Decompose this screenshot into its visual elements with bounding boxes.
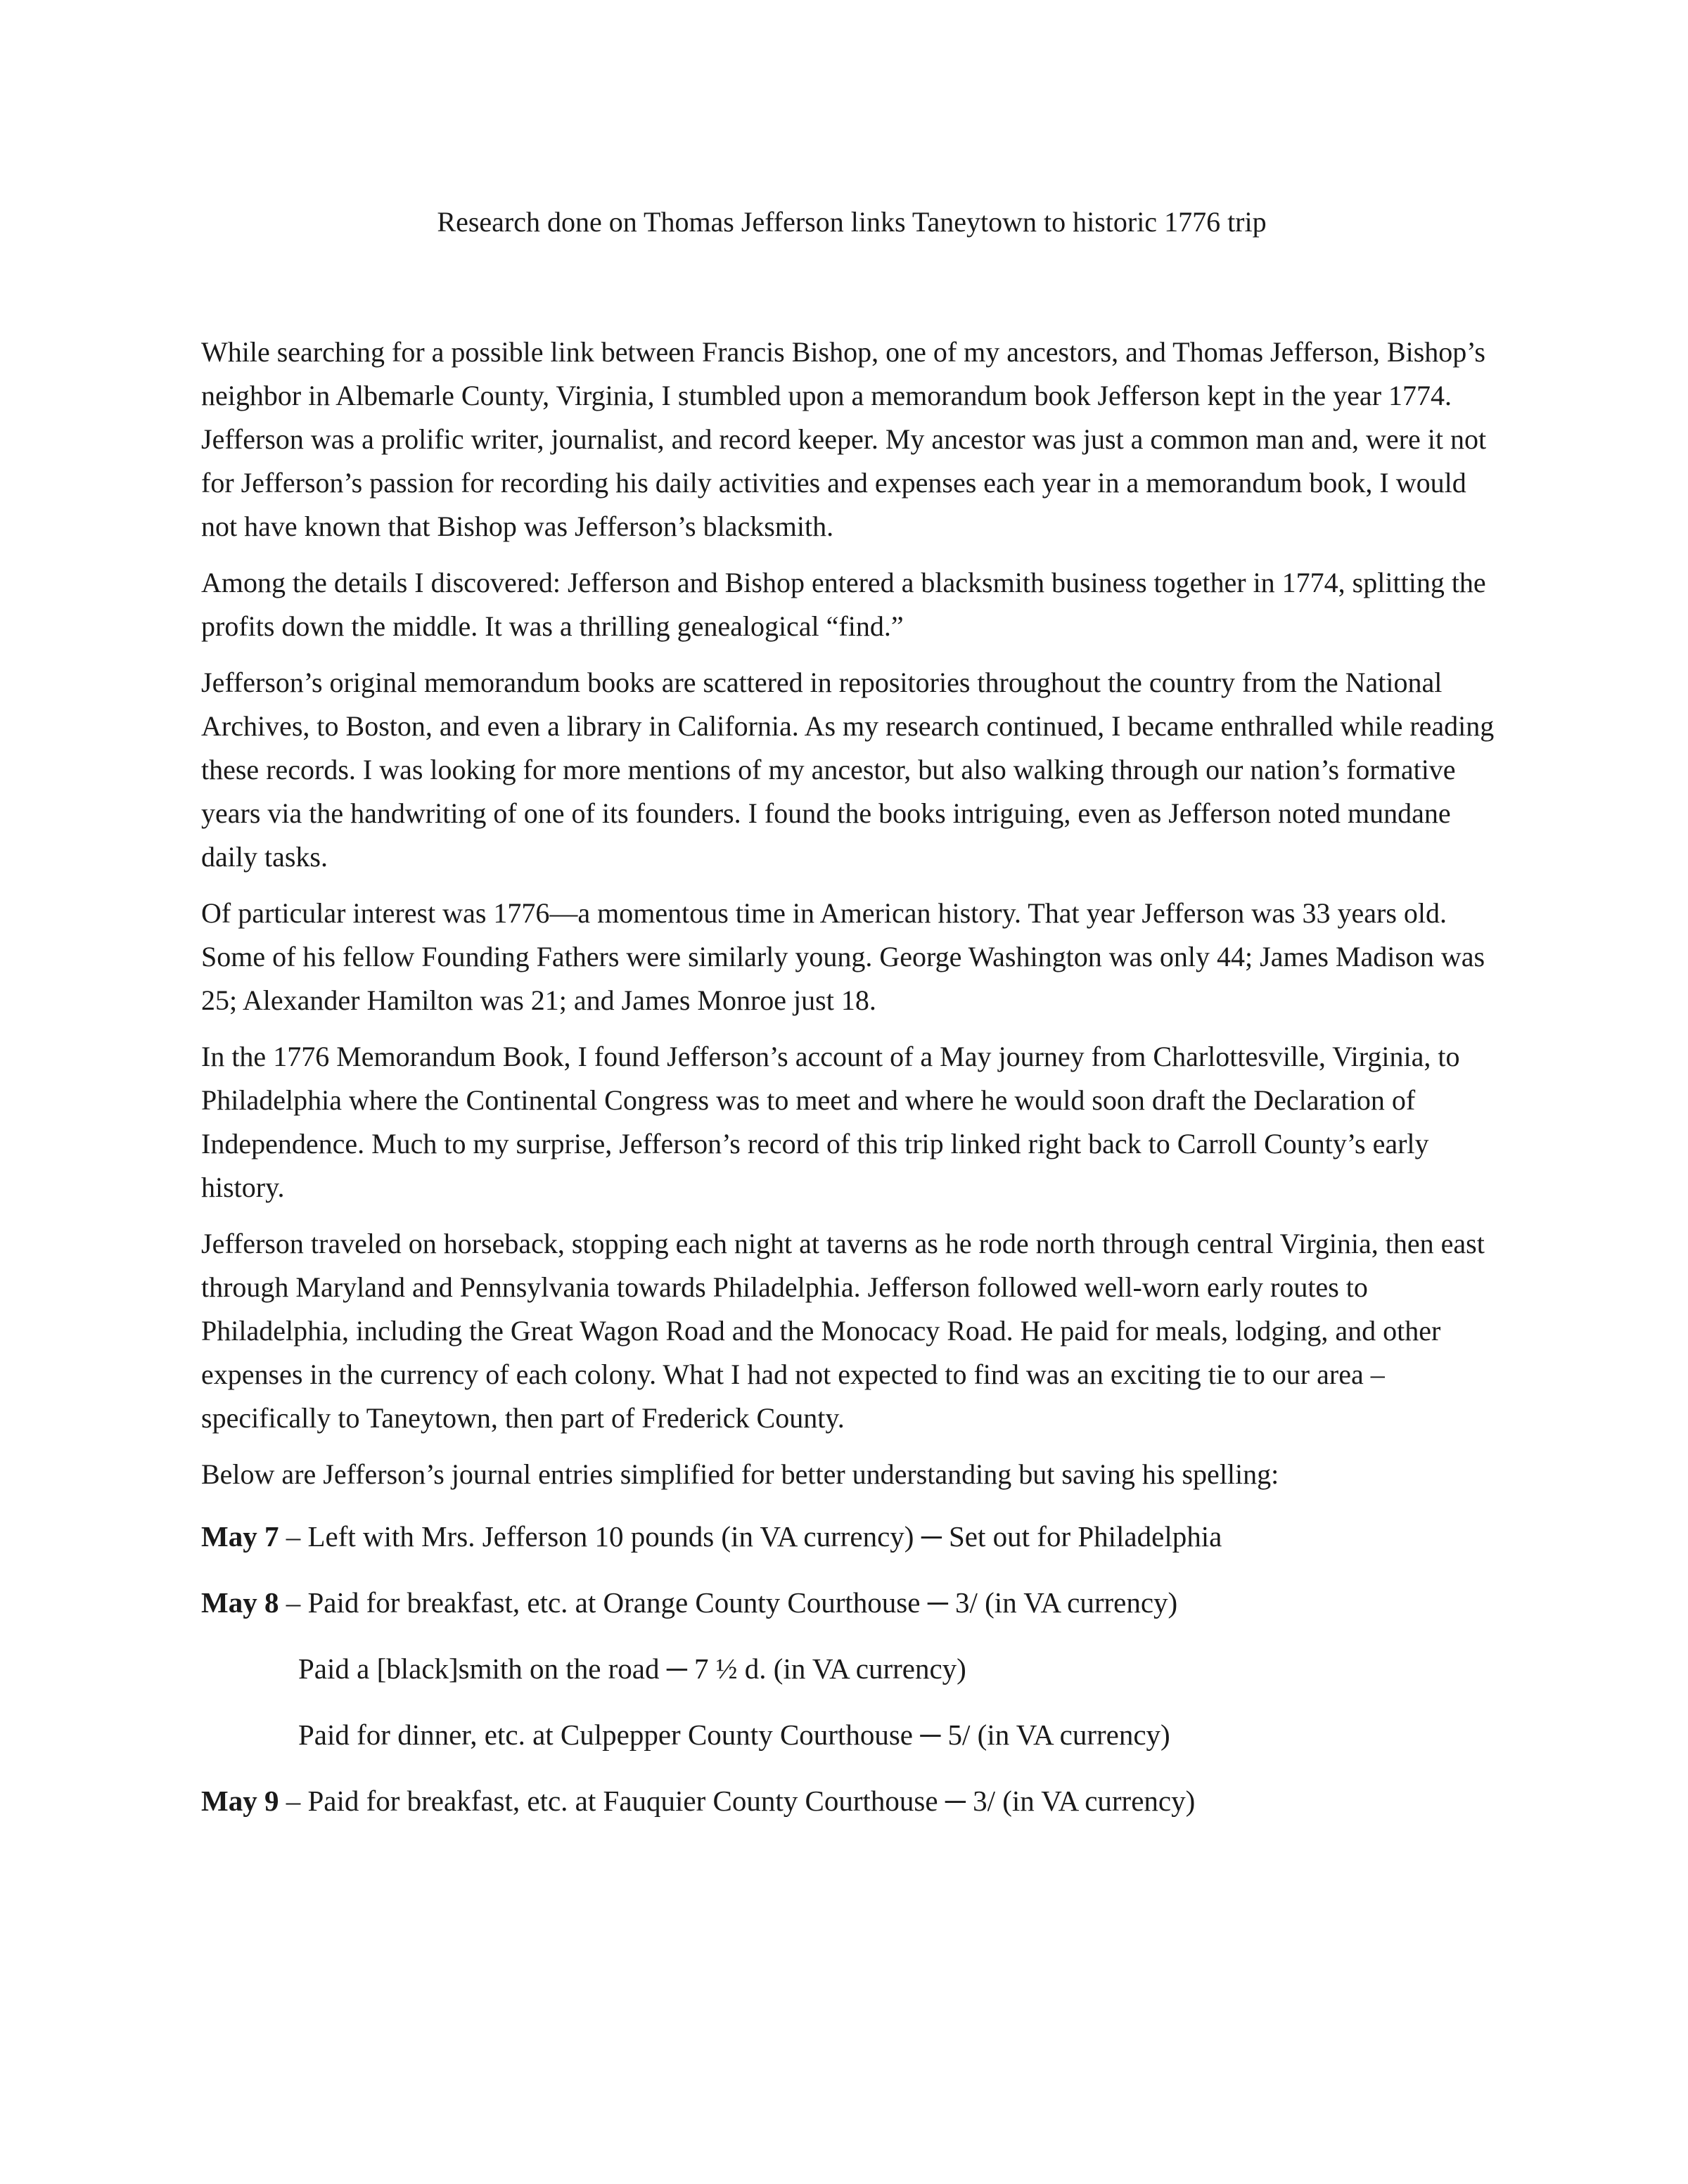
- entry-text: – Paid for breakfast, etc. at Fauquier County Courthouse ─ 3/ (in VA currency): [279, 1785, 1196, 1817]
- paragraph-1776: Of particular interest was 1776—a momentous time in American history. That year Jefferson was 33 years old. Some of his fellow Founding Fathers were similarly young. George Washington was only 44; James Madison was 25; Alexander Hamilton was 21; and James Monroe just 18.: [201, 897, 1485, 1016]
- paragraph-entries-intro: Below are Jefferson’s journal entries simplified for better understanding but saving his spelling:: [201, 1458, 1279, 1490]
- paragraph-journey: In the 1776 Memorandum Book, I found Jefferson’s account of a May journey from Charlottesville, Virginia, to Philadelphia where the Continental Congress was to meet and where he would soon draft the Declaration of Independence. Much to my surprise, Jefferson’s record of this trip linked right back to Carroll County’s early history.: [201, 1041, 1460, 1203]
- journal-entry-may-9: [201, 1779, 1502, 1823]
- paragraph-intro: While searching for a possible link between Francis Bishop, one of my ancestors, and Thomas Jefferson, Bishop’s neighbor in Albemarle County, Virginia, I stumbled upon a memorandum book Jefferson kept in the year 1774. Jefferson was a prolific writer, journalist, and record keeper. My ancestor was just a common man and, were it not for Jefferson’s passion for recording his daily activities and expenses each year in a memorandum book, I would not have known that Bishop was Jefferson’s blacksmith.: [201, 336, 1487, 542]
- entry-text: – Left with Mrs. Jefferson 10 pounds (in VA currency) ─ Set out for Philadelphia: [279, 1520, 1222, 1553]
- entry-date: May 7: [201, 1520, 279, 1553]
- paragraph-discovery: Among the details I discovered: Jefferson and Bishop entered a blacksmith business together in 1774, splitting the profits down the middle. It was a thrilling genealogical “find.”: [201, 567, 1486, 642]
- entry-text: – Paid for breakfast, etc. at Orange County Courthouse ─ 3/ (in VA currency): [279, 1586, 1178, 1619]
- journal-entry-may-8: [201, 1581, 1502, 1624]
- journal-sub-entry-blacksmith: Paid a [black]smith on the road ─ 7 ½ d. (in VA currency): [298, 1652, 966, 1685]
- journal-sub-entry-dinner: Paid for dinner, etc. at Culpepper County Courthouse ─ 5/ (in VA currency): [298, 1719, 1170, 1751]
- entry-date: May 9: [201, 1785, 279, 1817]
- paragraph-memorandum-books: Jefferson’s original memorandum books are scattered in repositories throughout the country from the National Archives, to Boston, and even a library in California. As my research continued, I became enthralled while reading these records. I was looking for more mentions of my ancestor, but also walking through our nation’s formative years via the handwriting of one of its founders. I found the books intriguing, even as Jefferson noted mundane daily tasks.: [201, 667, 1495, 873]
- document-title: Research done on Thomas Jefferson links Taneytown to historic 1776 trip: [437, 206, 1267, 238]
- paragraph-route: Jefferson traveled on horseback, stopping each night at taverns as he rode north through central Virginia, then east through Maryland and Pennsylvania towards Philadelphia. Jefferson followed well-worn early routes to Philadelphia, including the Great Wagon Road and the Monocacy Road. He paid for meals, lodging, and other expenses in the currency of each colony. What I had not expected to find was an exciting tie to our area – specifically to Taneytown, then part of Frederick County.: [201, 1228, 1485, 1434]
- journal-entry-may-7: [201, 1515, 1502, 1558]
- document-body: [201, 201, 1502, 1845]
- entry-date: May 8: [201, 1586, 279, 1619]
